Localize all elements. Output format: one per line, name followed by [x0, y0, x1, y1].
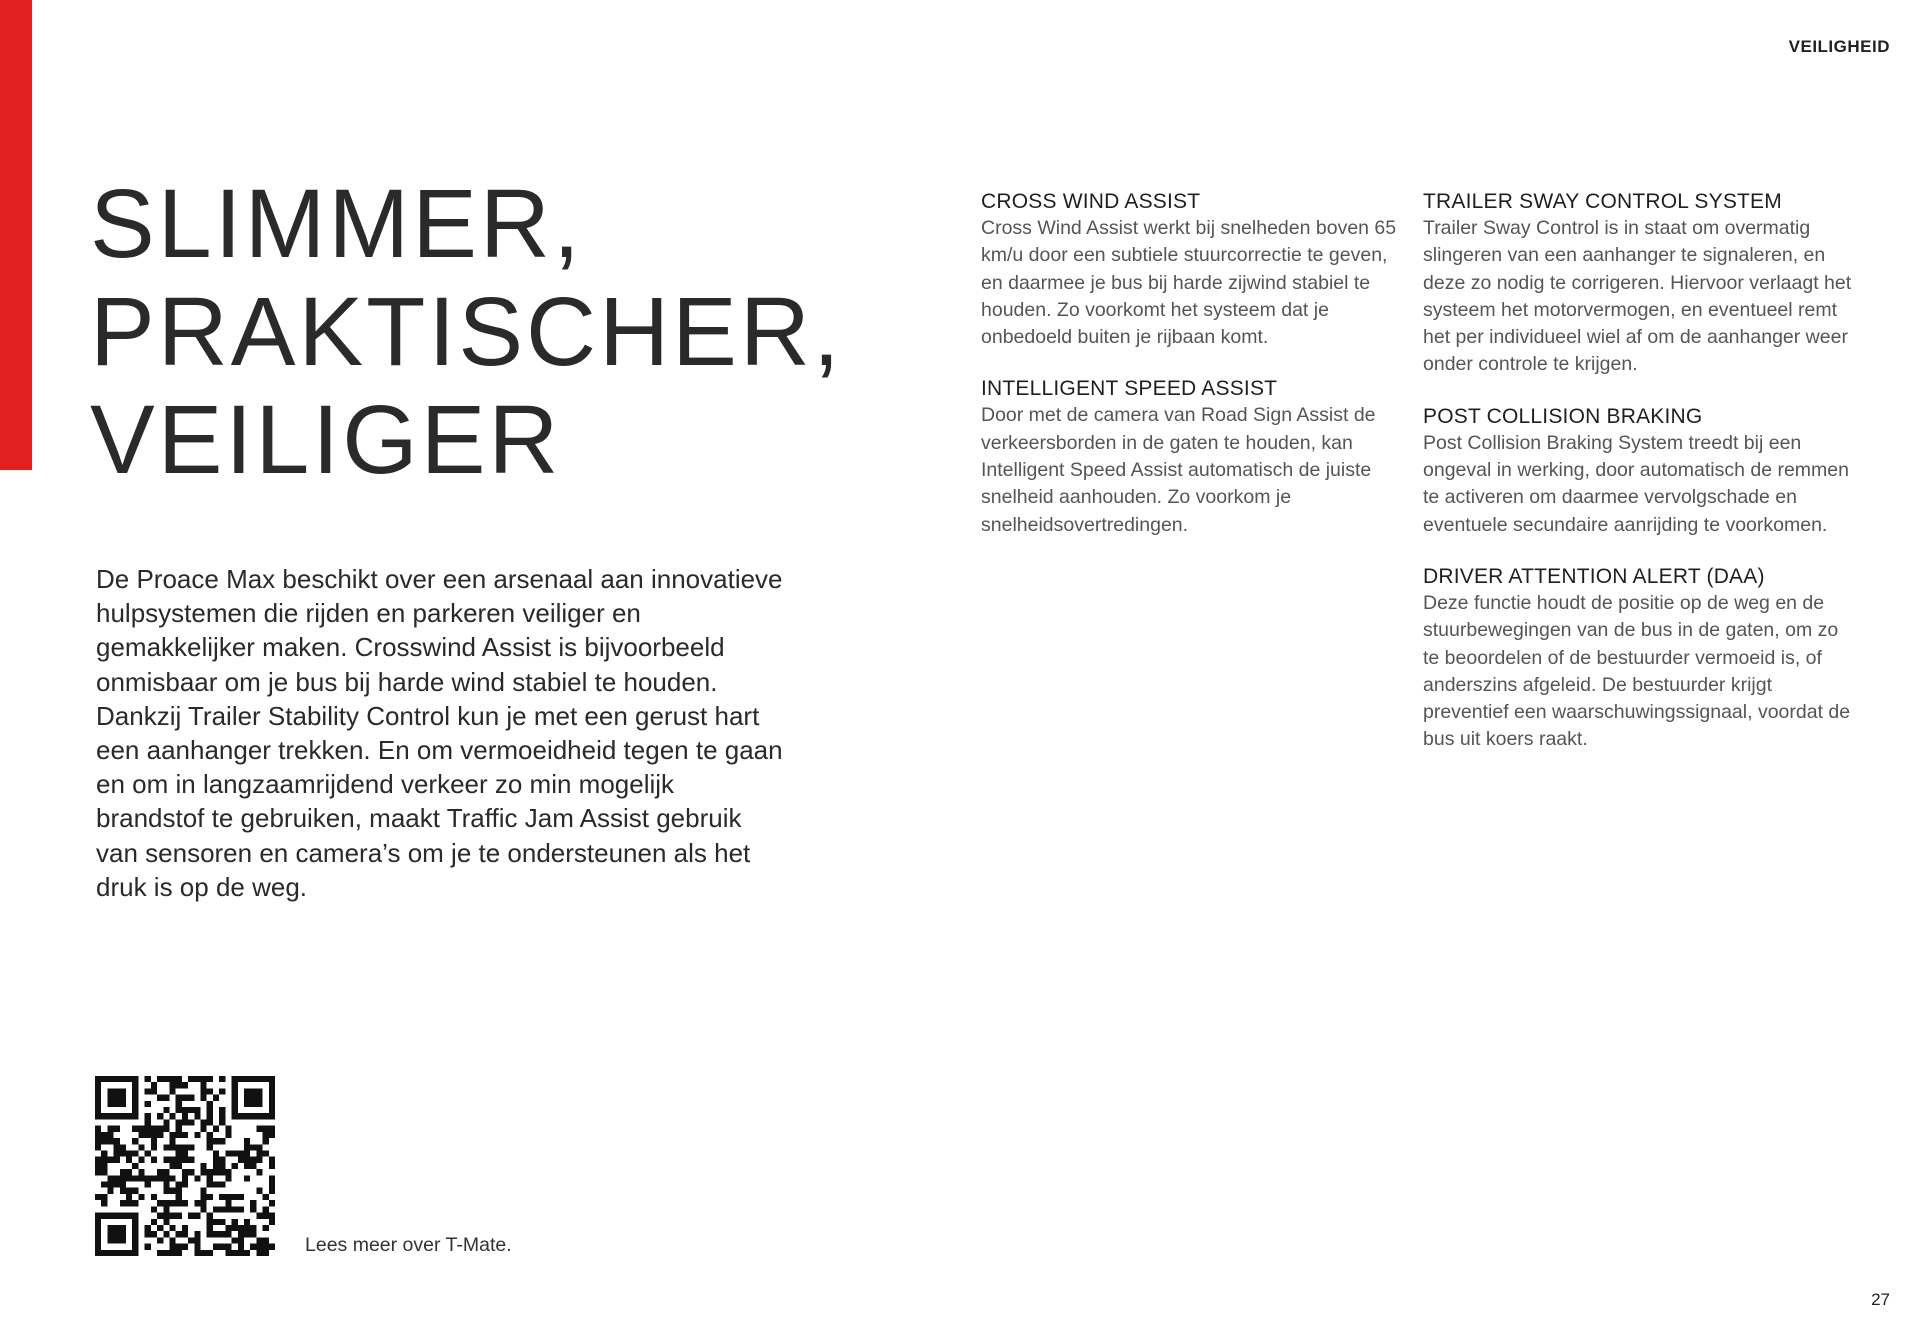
feature-body: Door met de camera van Road Sign Assist de verkeersborden in de gaten te houden, kan Intelligent Speed Assist automatisch de juiste snelheid aanhouden. Zo voorkom je snelheidsovertredingen.: [981, 404, 1376, 536]
page-number: 27: [1871, 1290, 1890, 1309]
feature-body: Trailer Sway Control is in staat om overmatig slingeren van een aanhanger te signaleren, en deze zo nodig te corrigeren. Hiervoor verlaagt het systeem het motorvermogen, en eventueel remt het per individueel wiel af om de aanhanger weer onder controle te krijgen.: [1423, 217, 1852, 376]
feature-body: Deze functie houdt de positie op de weg en de stuurbewegingen van de bus in de gaten, om zo te beoordelen of de bestuurder vermoeid is, of anderszins afgeleid. De bestuurder krijgt preventief een waarschuwingssignaal, voordat de bus uit koers raakt.: [1423, 591, 1851, 751]
feature-body: Post Collision Braking System treedt bij een ongeval in werking, door automatisch de remmen te activeren om daarmee vervolgschade en eventuele secundaire aanrijding te voorkomen.: [1423, 431, 1849, 536]
page-title: [90, 170, 843, 494]
title-line-3: VEILIGER: [90, 385, 562, 494]
intro-paragraph: De Proace Max beschikt over een arsenaal aan innovatieve hulpsystemen die rijden en parkeren veiliger en gemakkelijker maken. Crosswind Assist is bijvoorbeeld onmisbaar om je bus bij harde wind stabiel te houden. Dankzij Trailer Stability Control kun je met een gerust hart een aanhanger trekken. En om vermoeidheid tegen te gaan en om in langzaamrijdend verkeer zo min mogelijk brandstof te gebruiken, maakt Traffic Jam Assist gebruik van sensoren en camera’s om je te ondersteunen als het druk is op de weg.: [96, 564, 783, 902]
feature-title: CROSS WIND ASSIST: [981, 190, 1201, 213]
feature-trailer-sway-control: [1423, 188, 1853, 379]
title-line-2: PRAKTISCHER,: [90, 277, 843, 386]
section-label: VEILIGHEID: [1788, 37, 1890, 56]
feature-cross-wind-assist: [981, 188, 1406, 351]
features-column-right: [1423, 188, 1853, 778]
feature-title: DRIVER ATTENTION ALERT (DAA): [1423, 564, 1765, 588]
qr-code-icon[interactable]: [95, 1076, 275, 1256]
feature-title: TRAILER SWAY CONTROL SYSTEM: [1423, 190, 1782, 213]
feature-body: Cross Wind Assist werkt bij snelheden boven 65 km/u door een subtiele stuurcorrectie te geven, en daarmee je bus bij harde zijwind stabiel te houden. Zo voorkomt het systeem dat je onbedoeld buiten je rijbaan komt.: [981, 217, 1397, 349]
feature-driver-attention-alert: [1423, 563, 1853, 754]
feature-title: INTELLIGENT SPEED ASSIST: [981, 377, 1278, 401]
features-column-left: [981, 188, 1406, 563]
feature-post-collision-braking: [1423, 403, 1853, 539]
title-line-1: SLIMMER,: [90, 169, 583, 278]
red-accent-bar: [0, 0, 32, 470]
feature-intelligent-speed-assist: [981, 375, 1406, 538]
qr-caption: Lees meer over T-Mate.: [305, 1234, 512, 1256]
feature-title: POST COLLISION BRAKING: [1423, 404, 1703, 428]
